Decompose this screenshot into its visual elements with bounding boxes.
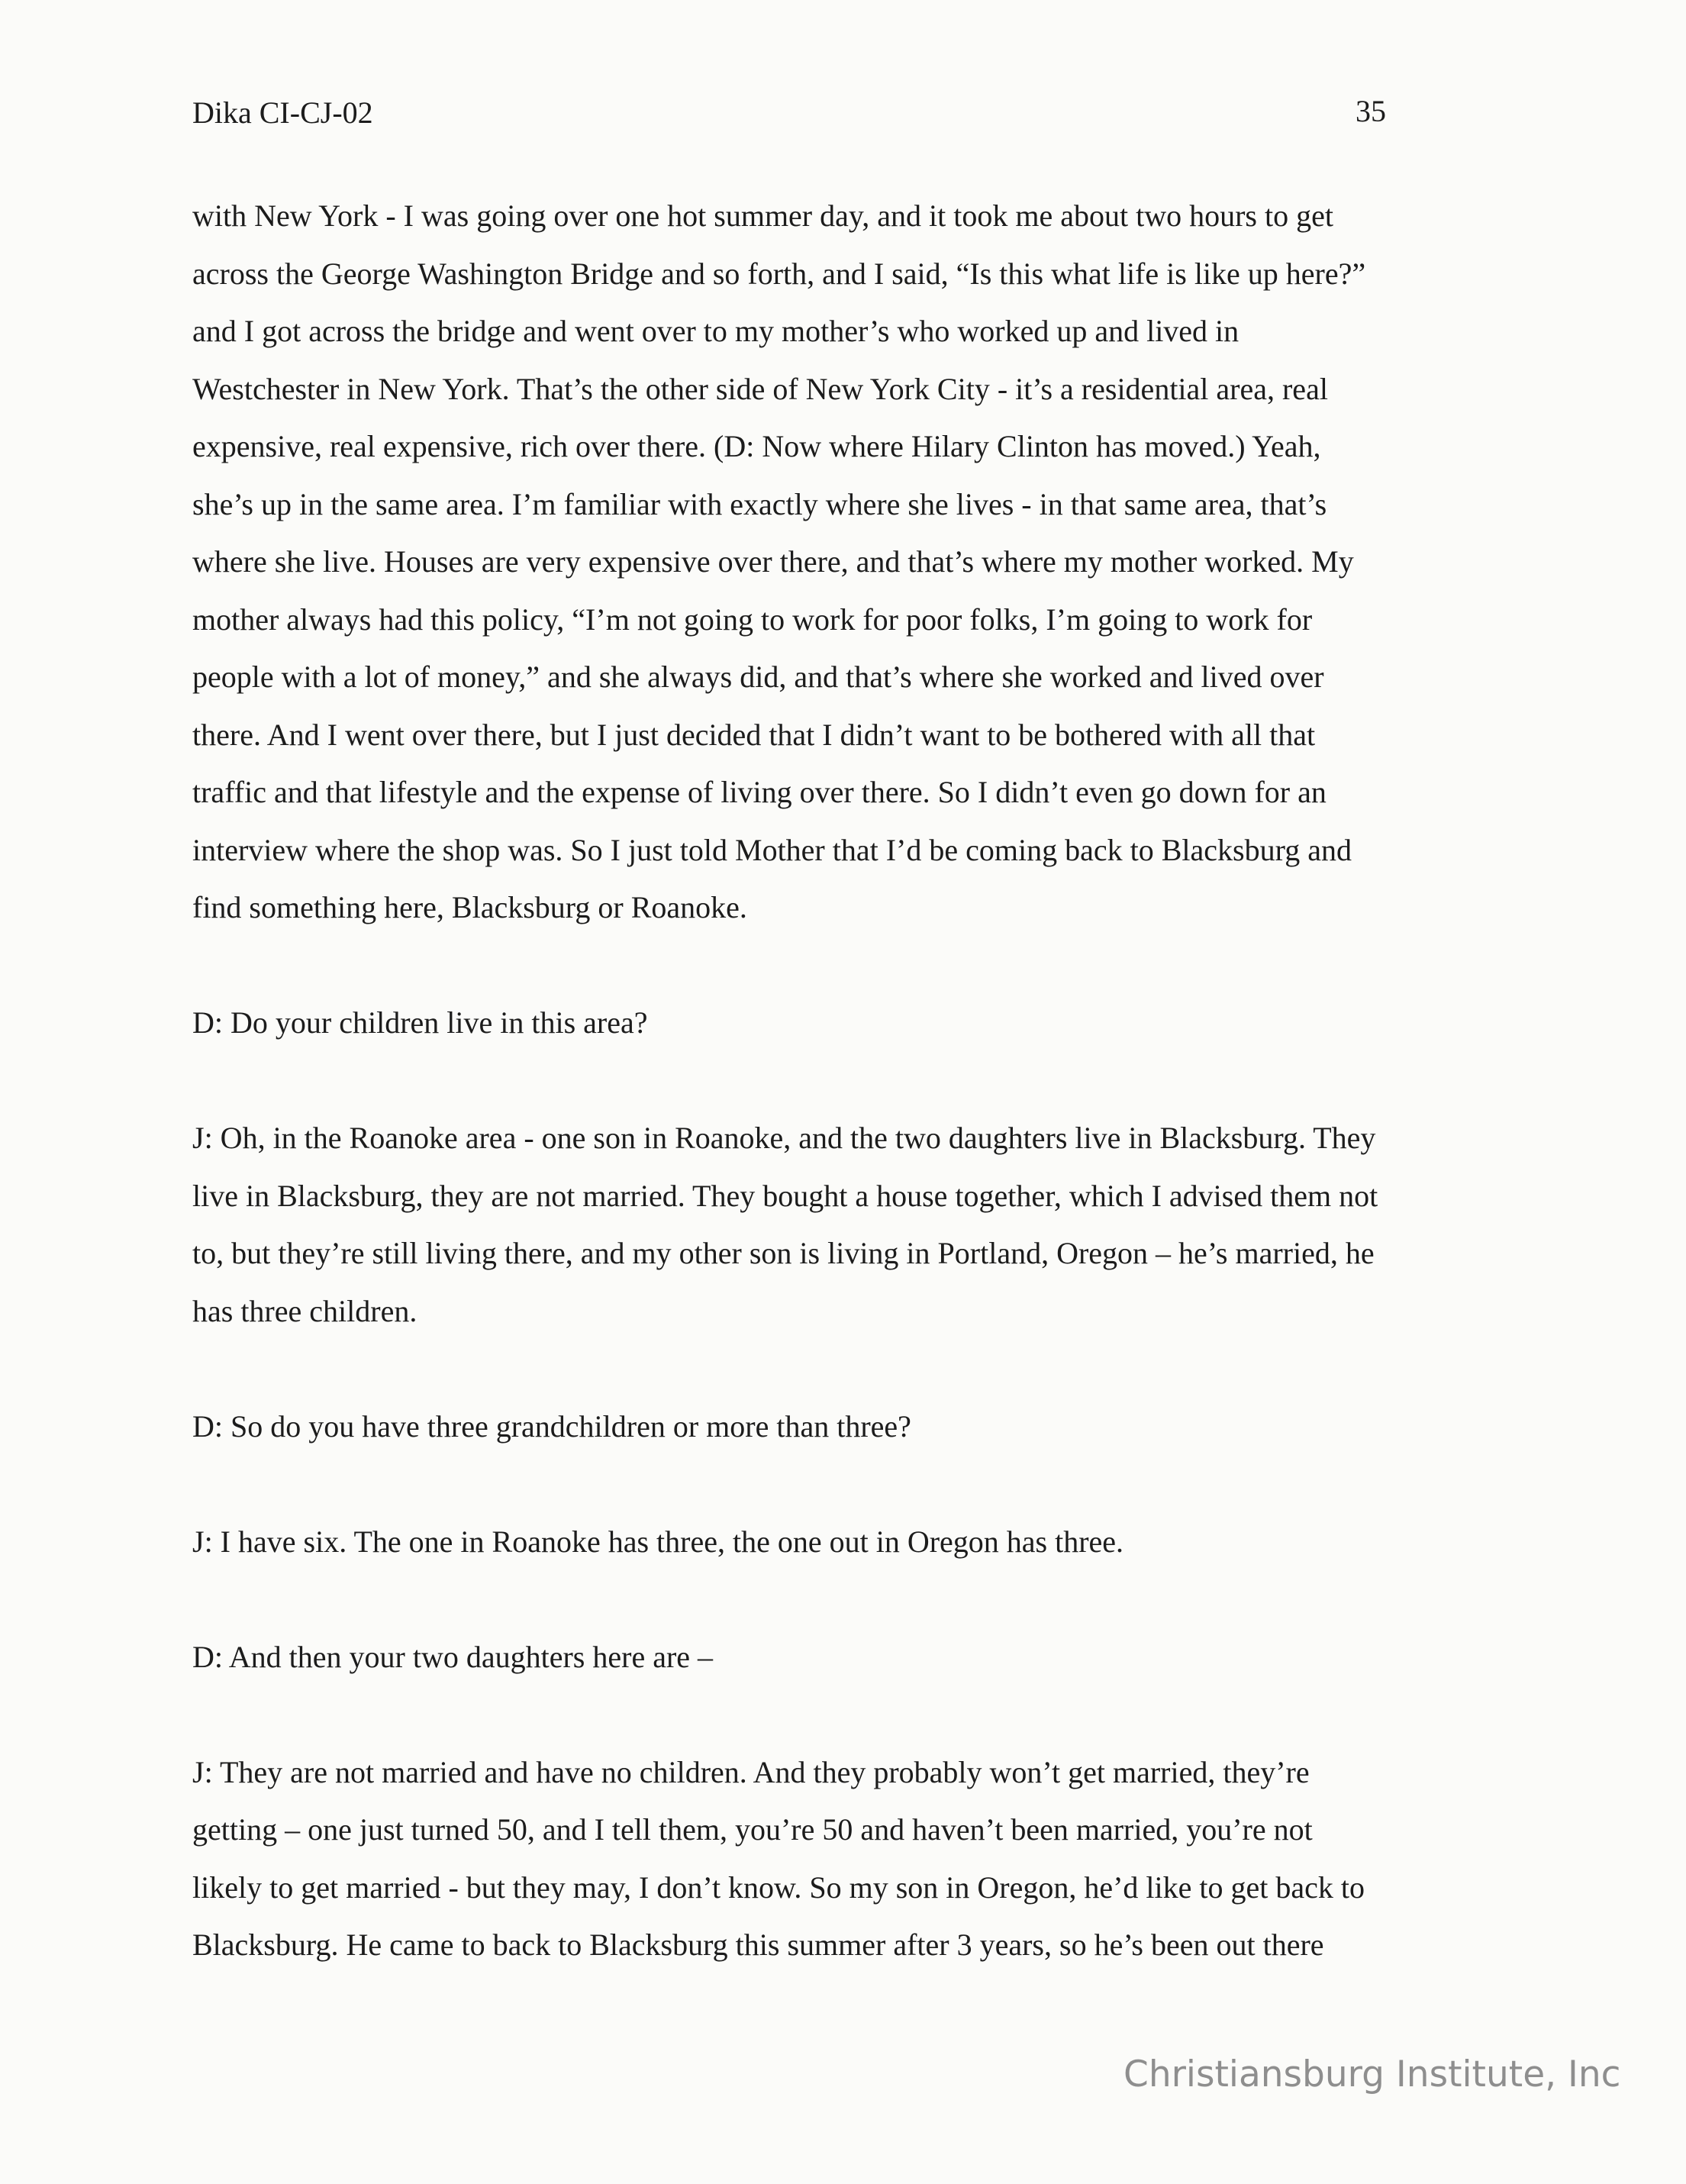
text-line: people with a lot of money,” and she always did, and that’s where she worked and lived over	[192, 660, 1324, 694]
text-line: J: I have six. The one in Roanoke has three, the one out in Oregon has three.	[192, 1524, 1124, 1559]
paragraph	[192, 994, 1505, 1052]
text-line: traffic and that lifestyle and the expense of living over there. So I didn’t even go down for an	[192, 775, 1327, 809]
text-line: getting – one just turned 50, and I tell them, you’re 50 and haven’t been married, you’re not	[192, 1812, 1313, 1847]
text-line: D: And then your two daughters here are –	[192, 1639, 714, 1674]
text-line: expensive, real expensive, rich over there. (D: Now where Hilary Clinton has moved.) Yeah,	[192, 429, 1321, 463]
text-line: find something here, Blacksburg or Roanoke.	[192, 890, 747, 924]
text-line: likely to get married - but they may, I don’t know. So my son in Oregon, he’d like to get back to	[192, 1869, 1365, 1905]
text-line: D: Do your children live in this area?	[192, 1005, 648, 1040]
text-line: has three children.	[192, 1293, 417, 1328]
text-line: Westchester in New York. That’s the other side of New York City - it’s a residential area, real	[192, 371, 1328, 406]
paragraph	[192, 1398, 1505, 1456]
text-line: across the George Washington Bridge and so forth, and I said, “Is this what life is like up here?”	[192, 256, 1366, 291]
paragraph	[192, 1109, 1505, 1340]
paragraph	[192, 1513, 1505, 1571]
text-line: J: They are not married and have no children. And they probably won’t get married, they’re	[192, 1754, 1310, 1789]
text-line: J: Oh, in the Roanoke area - one son in Roanoke, and the two daughters live in Blacksburg. They	[192, 1121, 1376, 1155]
text-line: to, but they’re still living there, and my other son is living in Portland, Oregon – he’s married, he	[192, 1236, 1375, 1270]
paragraph	[192, 1628, 1505, 1686]
document-id: Dika CI-CJ-02	[192, 95, 373, 130]
watermark: Christiansburg Institute, Inc	[1123, 2053, 1621, 2095]
paragraph	[192, 1744, 1505, 1974]
text-line: Blacksburg. He came to back to Blacksburg this summer after 3 years, so he’s been out there	[192, 1928, 1324, 1962]
text-line: interview where the shop was. So I just told Mother that I’d be coming back to Blacksburg and	[192, 832, 1352, 867]
transcript-body	[192, 187, 1505, 2031]
text-line: where she live. Houses are very expensive over there, and that’s where my mother worked. My	[192, 544, 1354, 579]
text-line: mother always had this policy, “I’m not going to work for poor folks, I’m going to work for	[192, 602, 1313, 637]
text-line: with New York - I was going over one hot summer day, and it took me about two hours to get	[192, 198, 1333, 233]
text-line: she’s up in the same area. I’m familiar with exactly where she lives - in that same area, that’s	[192, 486, 1327, 521]
text-line: and I got across the bridge and went over to my mother’s who worked up and lived in	[192, 314, 1240, 348]
text-line: there. And I went over there, but I just decided that I didn’t want to be bothered with all that	[192, 717, 1316, 752]
text-line: live in Blacksburg, they are not married. They bought a house together, which I advised them not	[192, 1178, 1378, 1213]
page-number: 35	[1356, 94, 1386, 128]
paragraph	[192, 187, 1505, 937]
text-line: D: So do you have three grandchildren or more than three?	[192, 1408, 911, 1444]
